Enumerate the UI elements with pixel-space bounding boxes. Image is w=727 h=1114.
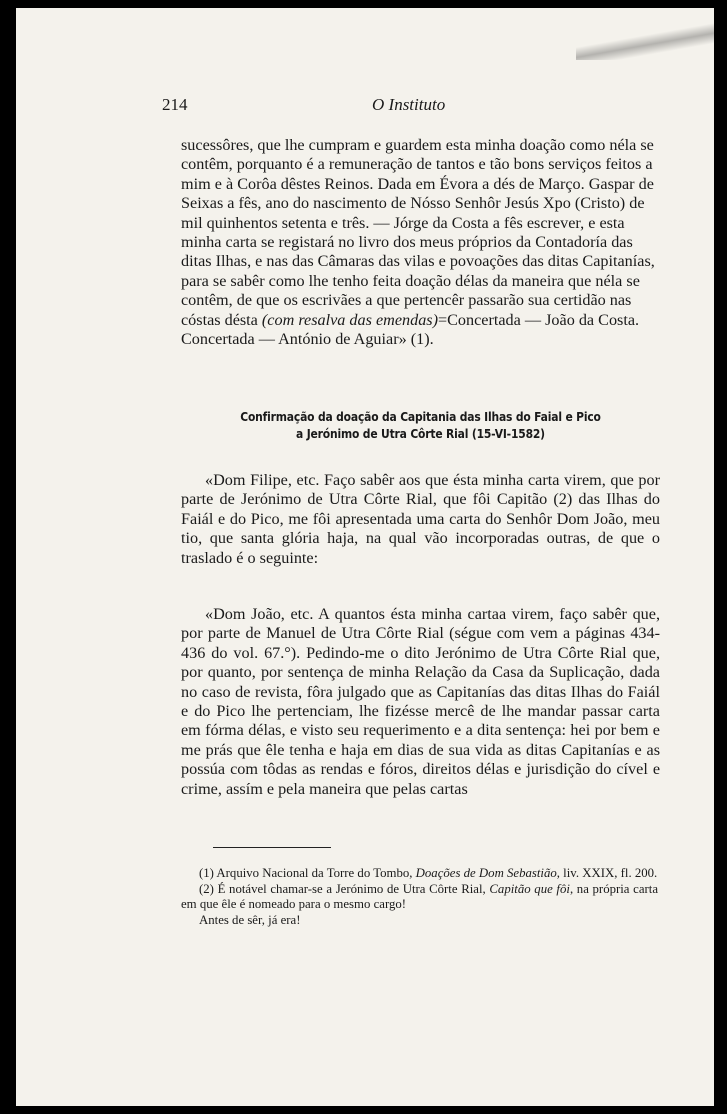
- footnote-1-italic: Doações de Dom Sebastião: [415, 866, 557, 880]
- footnote-1-text-b: , liv. XXIX, fl. 200.: [556, 866, 658, 880]
- paragraph1-italic: (com resalva das emendas): [261, 310, 438, 329]
- page-fold-shadow: [576, 20, 714, 60]
- page-header: [162, 95, 662, 117]
- footnote-2-italic: Capitão que fôi: [489, 881, 570, 896]
- paragraph-dom-joao: [181, 605, 660, 799]
- section-heading-line2: a Jerónimo de Utra Côrte Rial (15-VI-1582): [296, 426, 545, 441]
- footnote-1-text-a: (1) Arquivo Nacional da Torre do Tombo,: [199, 866, 416, 880]
- footnote-2: [181, 882, 658, 913]
- page-number: 214: [162, 95, 188, 114]
- paragraph1-text-b: =Concertada — João da Costa. Concertada — António de Aguiar» (1).: [181, 310, 640, 349]
- section-heading: [215, 408, 627, 442]
- footnote-2-text-b: , na própria carta em que êle é nomeado para o mesmo cargo!: [181, 881, 659, 911]
- paragraph-continuation: [181, 136, 660, 349]
- footnote-1: [181, 866, 658, 882]
- document-page: [16, 8, 714, 1106]
- footnote-rule: [213, 847, 331, 848]
- section-heading-line1: Confirmação da doação da Capitania das Ilhas do Faial e Pico: [240, 409, 601, 424]
- paragraph3-text: «Dom João, etc. A quantos ésta minha cartaa virem, faço sabêr que, por parte de Manuel de Utra Côrte Rial (ségue com vem a páginas 434-436 do vol. 67.°). Pedindo-me o dito Jerónimo de Utra Côrte Rial que, por quanto, por sentença de minha Relação da Casa da Suplicação, dada no caso de revista, fôra julgado que as Capitanías das ditas Ilhas do Faiál e do Pico lhe pertenciam, lhe fizésse mercê de lhe mandar passar carta em fórma délas, e visto seu requerimento e a dita sentença: hei por bem e me prás que êle tenha e haja em dias de sua vida as ditas Capitanías e as possúa com tôdas as rendas e fóros, direitos délas e jurisdição do cível e crime, assím e pela maneira que pelas cartas: [181, 605, 660, 798]
- footnote-2-text-a: (2) É notável chamar-se a Jerónimo de Utra Côrte Rial,: [199, 881, 490, 896]
- paragraph2-text: «Dom Filipe, etc. Faço sabêr aos que ésta minha carta virem, que por parte de Jerónimo de Utra Côrte Rial, que fôi Capitão (2) das Ilhas do Faiál e do Pico, me fôi apresentada uma carta do Senhôr Dom João, meu tio, que santa glória haja, na qual vão incorporadas outras, de que o traslado é o seguinte:: [181, 471, 660, 567]
- footnotes: [181, 866, 658, 928]
- paragraph1-text-a: sucessôres, que lhe cumpram e guardem esta minha doação como néla se contêm, porquanto é a remuneração de tantos e tão bons serviços feitos a mim e à Corôa dêstes Reinos. Dada em Évora a dés de Março. Gaspar de Seixas a fês, ano do nascimento de Nósso Senhôr Jesús Xpo (Cristo) de mil quinhentos setenta e três. — Jórge da Costa a fês escrever, e esta minha carta se registará no livro dos meus próprios da Contadoría das ditas Ilhas, e nas das Câmaras das vilas e povoações das ditas Capitanías, para se sabêr como lhe tenho feita doação délas da maneira que néla se contêm, de que os escrivães a que pertencêr passarão sua certidão nas cóstas désta: [181, 136, 655, 329]
- running-title: O Instituto: [372, 95, 446, 114]
- footnote-2-continuation: Antes de sêr, já era!: [199, 912, 301, 927]
- paragraph-dom-filipe: [181, 471, 660, 568]
